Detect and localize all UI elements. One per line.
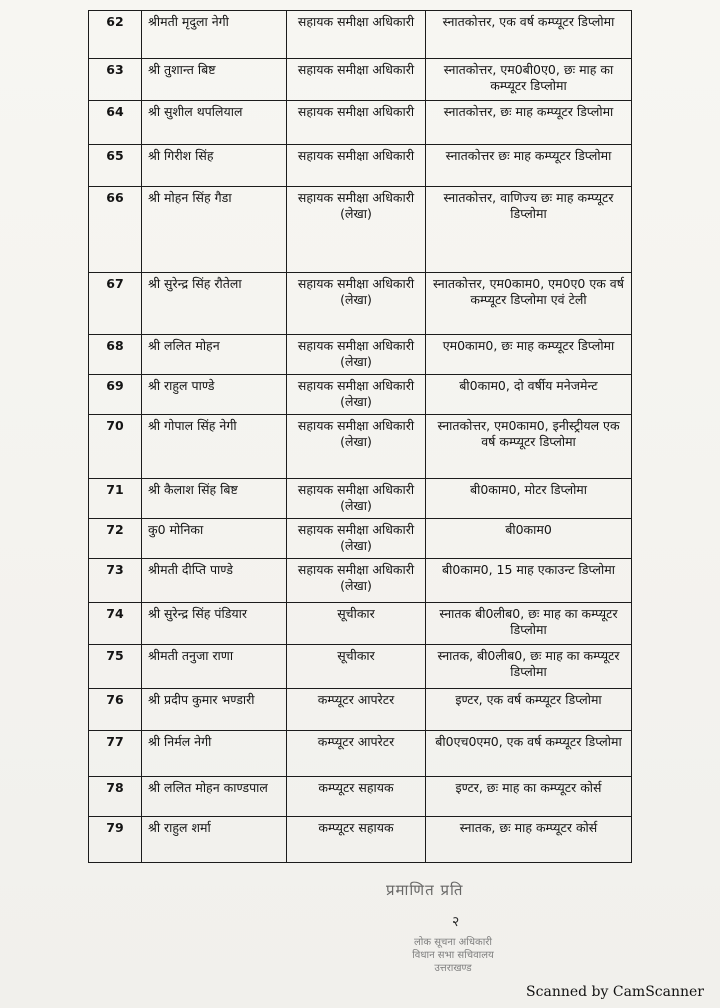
post-cell: सहायक समीक्षा अधिकारी [287, 11, 426, 59]
serial-number-cell: 62 [89, 11, 142, 59]
qualification-cell: स्नातक, छः माह कम्प्यूटर कोर्स [426, 817, 632, 863]
qualification-cell: स्नातक बी0लीब0, छः माह का कम्प्यूटर डिप्लोमा [426, 603, 632, 645]
post-cell: कम्प्यूटर सहायक [287, 777, 426, 817]
serial-number-cell: 68 [89, 335, 142, 375]
page-number: २ [452, 914, 460, 930]
post-cell: सहायक समीक्षा अधिकारी (लेखा) [287, 559, 426, 603]
post-cell: सहायक समीक्षा अधिकारी (लेखा) [287, 375, 426, 415]
qualification-cell: बी0काम0 [426, 519, 632, 559]
qualification-cell: बी0एच0एम0, एक वर्ष कम्प्यूटर डिप्लोमा [426, 731, 632, 777]
serial-number-cell: 76 [89, 689, 142, 731]
serial-number-cell: 67 [89, 273, 142, 335]
qualification-cell: एम0काम0, छः माह कम्प्यूटर डिप्लोमा [426, 335, 632, 375]
qualification-cell: स्नातकोत्तर, वाणिज्य छः माह कम्प्यूटर डिप्लोमा [426, 187, 632, 273]
serial-number-cell: 73 [89, 559, 142, 603]
table-row [89, 479, 632, 519]
qualification-cell: स्नातकोत्तर छः माह कम्प्यूटर डिप्लोमा [426, 145, 632, 187]
post-cell: सहायक समीक्षा अधिकारी (लेखा) [287, 187, 426, 273]
name-cell: कु0 मोनिका [142, 519, 287, 559]
post-cell: सहायक समीक्षा अधिकारी [287, 59, 426, 101]
qualification-cell: बी0काम0, 15 माह एकाउन्ट डिप्लोमा [426, 559, 632, 603]
name-cell: श्री ललित मोहन [142, 335, 287, 375]
serial-number-cell: 77 [89, 731, 142, 777]
serial-number-cell: 69 [89, 375, 142, 415]
qualification-cell: बी0काम0, मोटर डिप्लोमा [426, 479, 632, 519]
name-cell: श्री प्रदीप कुमार भण्डारी [142, 689, 287, 731]
table-row [89, 415, 632, 479]
name-cell: श्री सुरेन्द्र सिंह पंडियार [142, 603, 287, 645]
name-cell: श्री सुरेन्द्र सिंह रौतेला [142, 273, 287, 335]
staff-table-body [89, 11, 632, 863]
serial-number-cell: 78 [89, 777, 142, 817]
table-row [89, 817, 632, 863]
table-row [89, 59, 632, 101]
name-cell: श्री सुशील थपलियाल [142, 101, 287, 145]
qualification-cell: इण्टर, छः माह का कम्प्यूटर कोर्स [426, 777, 632, 817]
scanner-watermark: Scanned by CamScanner [526, 984, 704, 1000]
serial-number-cell: 74 [89, 603, 142, 645]
post-cell: कम्प्यूटर सहायक [287, 817, 426, 863]
qualification-cell: स्नातकोत्तर, एम0काम0, एम0ए0 एक वर्ष कम्प्यूटर डिप्लोमा एवं टेली [426, 273, 632, 335]
serial-number-cell: 64 [89, 101, 142, 145]
name-cell: श्री कैलाश सिंह बिष्ट [142, 479, 287, 519]
post-cell: सहायक समीक्षा अधिकारी [287, 145, 426, 187]
post-cell: सहायक समीक्षा अधिकारी (लेखा) [287, 479, 426, 519]
qualification-cell: बी0काम0, दो वर्षीय मनेजमेन्ट [426, 375, 632, 415]
serial-number-cell: 70 [89, 415, 142, 479]
serial-number-cell: 66 [89, 187, 142, 273]
table-row [89, 335, 632, 375]
serial-number-cell: 65 [89, 145, 142, 187]
name-cell: श्री गिरीश सिंह [142, 145, 287, 187]
post-cell: सहायक समीक्षा अधिकारी (लेखा) [287, 519, 426, 559]
table-row [89, 777, 632, 817]
post-cell: सहायक समीक्षा अधिकारी [287, 101, 426, 145]
name-cell: श्री राहुल पाण्डे [142, 375, 287, 415]
seal-line: विधान सभा सचिवालय [412, 950, 494, 961]
table-row [89, 145, 632, 187]
post-cell: कम्प्यूटर आपरेटर [287, 731, 426, 777]
name-cell: श्रीमती तनुजा राणा [142, 645, 287, 689]
table-row [89, 519, 632, 559]
serial-number-cell: 79 [89, 817, 142, 863]
name-cell: श्री गोपाल सिंह नेगी [142, 415, 287, 479]
qualification-cell: स्नातकोत्तर, एम0काम0, इनीस्ट्रीयल एक वर्ष कम्प्यूटर डिप्लोमा [426, 415, 632, 479]
seal-line: लोक सूचना अधिकारी [414, 937, 492, 948]
serial-number-cell: 71 [89, 479, 142, 519]
qualification-cell: स्नातक, बी0लीब0, छः माह का कम्प्यूटर डिप्लोमा [426, 645, 632, 689]
post-cell: सहायक समीक्षा अधिकारी (लेखा) [287, 335, 426, 375]
table-row [89, 375, 632, 415]
seal-line: उत्तराखण्ड [434, 963, 472, 974]
name-cell: श्रीमती मृदुला नेगी [142, 11, 287, 59]
name-cell: श्री ललित मोहन काण्डपाल [142, 777, 287, 817]
qualification-cell: स्नातकोत्तर, छः माह कम्प्यूटर डिप्लोमा [426, 101, 632, 145]
table-row [89, 731, 632, 777]
name-cell: श्री निर्मल नेगी [142, 731, 287, 777]
table-row [89, 11, 632, 59]
serial-number-cell: 72 [89, 519, 142, 559]
name-cell: श्री तुशान्त बिष्ट [142, 59, 287, 101]
staff-table [88, 10, 632, 863]
name-cell: श्री मोहन सिंह गैडा [142, 187, 287, 273]
post-cell: सहायक समीक्षा अधिकारी (लेखा) [287, 273, 426, 335]
qualification-cell: स्नातकोत्तर, एम0बी0ए0, छः माह का कम्प्यूटर डिप्लोमा [426, 59, 632, 101]
qualification-cell: इण्टर, एक वर्ष कम्प्यूटर डिप्लोमा [426, 689, 632, 731]
table-row [89, 689, 632, 731]
post-cell: सहायक समीक्षा अधिकारी (लेखा) [287, 415, 426, 479]
name-cell: श्री राहुल शर्मा [142, 817, 287, 863]
table-row [89, 187, 632, 273]
table-row [89, 101, 632, 145]
table-row [89, 559, 632, 603]
serial-number-cell: 75 [89, 645, 142, 689]
table-row [89, 645, 632, 689]
certified-copy-stamp: प्रमाणित प्रति [386, 881, 464, 899]
table-row [89, 603, 632, 645]
official-seal [386, 936, 520, 975]
post-cell: कम्प्यूटर आपरेटर [287, 689, 426, 731]
serial-number-cell: 63 [89, 59, 142, 101]
post-cell: सूचीकार [287, 603, 426, 645]
table-row [89, 273, 632, 335]
name-cell: श्रीमती दीप्ति पाण्डे [142, 559, 287, 603]
post-cell: सूचीकार [287, 645, 426, 689]
qualification-cell: स्नातकोत्तर, एक वर्ष कम्प्यूटर डिप्लोमा [426, 11, 632, 59]
